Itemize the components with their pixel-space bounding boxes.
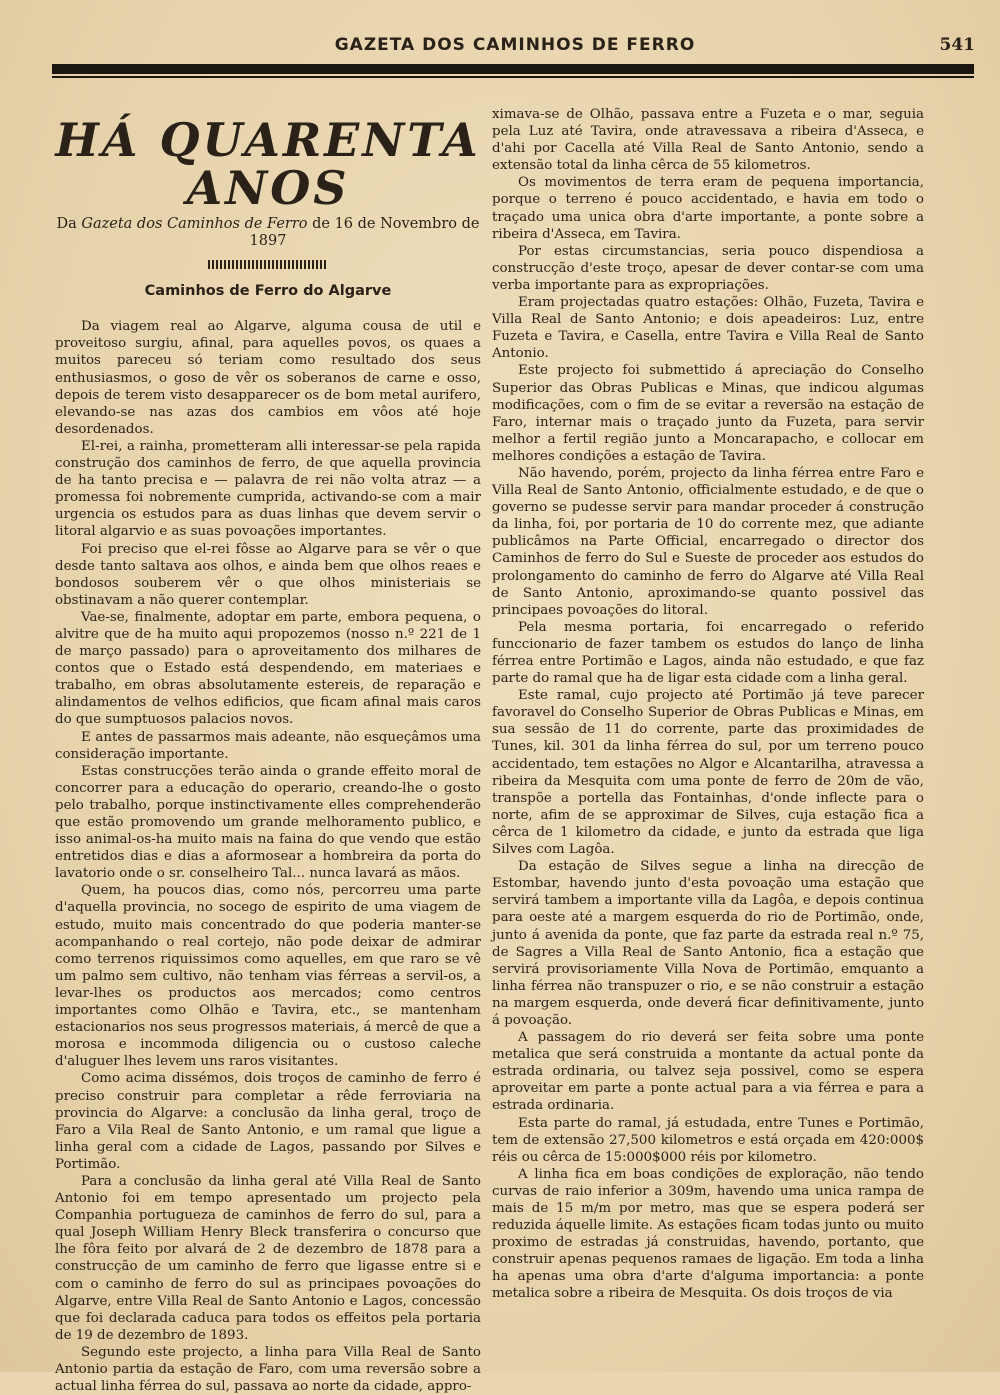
paragraph: Quem, ha poucos dias, como nós, percorreu uma parte d'aquella provincia, no socego de espirito de uma viagem de estudo, muito mais concentrado do que poderia manter-se acompanhando o real cortejo, não pode deixar de admirar como terrenos riquissimos como aquelles, em que raro se vê um palmo sem cultivo, não tenham vias férreas a servil-os, a levar-lhes os productos aos mercados; como centros importantes como Olhão e Tavira, etc., se mantenham estacionarios nos seus progressos materiais, á mercê de que a morosa e incommoda diligencia ou o custoso caleche d'aluguer lhes levem uns raros visitantes. <box>55 883 481 1070</box>
ornament-divider <box>208 260 328 269</box>
paragraph: Este ramal, cujo projecto até Portimão já teve parecer favoravel do Conselho Superior de Obras Publicas e Minas, em sua sessão de 11 do corrente, parte das proximidades de Tunes, kil. 301 da linha férrea do sul, por um terreno pouco accidentado, tem estações no Algor e Alcantarilha, atravessa a ribeira da Mesquita com uma ponte de ferro de 20m de vão, transpõe a portella das Fontainhas, d'onde inflecte para o norte, afim de se approximar de Silves, cuja estação fica a cêrca de 1 kilometro da cidade, e junto da estrada que liga Silves com Lagôa. <box>492 688 924 858</box>
paragraph: Segundo este projecto, a linha para Villa Real de Santo Antonio partia da estação de Faro, com uma reversão sobre a actual linha férrea do sul, passava ao norte da cidade, appro- <box>55 1344 481 1395</box>
paragraph: Por estas circumstancias, seria pouco dispendiosa a construcção d'este troço, apesar de dever contar-se com uma verba importante para as expropriações. <box>492 243 924 293</box>
paragraph: Estas construcções terão ainda o grande effeito moral de concorrer para a educação do operario, creando-lhe o gosto pelo trabalho, porque instinctivamente elles comprehenderão que estão promovendo um grande melhoramento publico, e isso animal-os-ha muito mais na faina do que vendo que estão entretidos dias e dias a aformosear a hombreira da porta do lavatorio onde o sr. conselheiro Tal... nunca lavará as mãos. <box>55 763 481 882</box>
subtitle-date: de 16 de Novembro de 1897 <box>249 216 480 250</box>
page-header <box>55 33 975 63</box>
page-number: 541 <box>939 35 975 55</box>
subtitle-publication: Gazeta dos Caminhos de Ferro <box>81 216 308 232</box>
paragraph: Vae-se, finalmente, adoptar em parte, embora pequena, o alvitre que de ha muito aqui propozemos (nosso n.º 221 de 1 de março passado) para o aproveitamento dos milhares de contos que o Estado está despendendo, em materiaes e trabalho, em obras absolutamente estereis, de reparação e alindamentos de velhos edificios, que ficam afinal mais caros do que sumptuosos palacios novos. <box>55 609 481 728</box>
paragraph: Foi preciso que el-rei fôsse ao Algarve para se vêr o que desde tanto saltava aos olhos, e ainda bem que olhos reaes e bondosos souberem vêr o que olhos ministeriais se obstinavam a não querer contemplar. <box>55 541 481 608</box>
paragraph: Pela mesma portaria, foi encarregado o referido funccionario de fazer tambem os estudos do lanço de linha férrea entre Portimão e Lagos, ainda não estudado, e que faz parte do ramal que ha de ligar esta cidade com a linha geral. <box>492 619 924 687</box>
paragraph: E antes de passarmos mais adeante, não esqueçâmos uma consideração importante. <box>55 729 481 762</box>
paragraph: Os movimentos de terra eram de pequena importancia, porque o terreno é pouco accidentado, e havia em todo o traçado uma unica obra d'arte importante, a ponte sobre a ribeira d'Asseca, em Tavira. <box>492 175 924 242</box>
paragraph: Esta parte do ramal, já estudada, entre Tunes e Portimão, tem de extensão 27,500 kilometros e está orçada em 420:000$ réis ou cêrca de 15:000$000 réis por kilometro. <box>492 1115 924 1165</box>
paragraph: El-rei, a rainha, prometteram alli interessar-se pela rapida construção dos caminhos de ferro, de que aquella provincia de ha tanto precisa e — palavra de rei não volta atraz — a promessa foi nobremente cumprida, activando-se com a mair urgencia os estudos para as duas linhas que devem servir o litoral algarvio e as suas povoações importantes. <box>55 438 481 540</box>
right-column <box>492 106 924 1303</box>
paragraph: Não havendo, porém, projecto da linha férrea entre Faro e Villa Real de Santo Antonio, officialmente estudado, e de que o governo se pudesse servir para mandar proceder á construção da linha, foi, por portaria de 10 do corrente mez, que adiante publicâmos na Parte Official, encarregado o director dos Caminhos de ferro do Sul e Sueste de proceder aos estudos do prolongamento do caminho de ferro do Algarve até Villa Real de Santo Antonio, aproximando-se quanto possivel das principaes povoações do litoral. <box>492 465 924 618</box>
left-column <box>55 113 481 1395</box>
paragraph: Da viagem real ao Algarve, alguma cousa de util e proveitoso surgiu, afinal, para aquelles povos, os quaes a muitos pareceu só teriam como resultado dos seus enthusiasmos, o goso de vêr os soberanos de carne e osso, depois de terem visto desapparecer os de bom metal aurifero, elevando-se nas azas dos cambios em vôos até hoje desordenados. <box>55 319 481 437</box>
paragraph: Eram projectadas quatro estações: Olhão, Fuzeta, Tavira e Villa Real de Santo Antonio; e dois apeadeiros: Luz, entre Fuzeta e Tavira, e Casella, entre Tavira e Villa Real de Santo Antonio. <box>492 295 924 362</box>
paragraph: Da estação de Silves segue a linha na direcção de Estombar, havendo junto d'esta povoação uma estação que servirá tambem a importante villa da Lagôa, e depois continua para oeste até a margem esquerda do rio de Portimão, onde, junto á avenida da ponte, que faz parte da estrada real n.º 75, de Sagres a Villa Real de Santo Antonio, fica a estação que servirá provisoriamente Villa Nova de Portimão, emquanto a linha férrea não transpuzer o rio, e se não construir a estação na margem esquerda, onde deverá ficar definitivamente, junto á povoação. <box>492 859 924 1028</box>
publication-title: GAZETA DOS CAMINHOS DE FERRO <box>334 35 696 55</box>
paragraph: Para a conclusão da linha geral até Villa Real de Santo Antonio foi em tempo apresentado um projecto pela Companhia portugueza de caminhos de ferro do sul, para a qual Joseph William Henry Bleck transferira o concurso que lhe fôra feito por alvará de 2 de dezembro de 1878 para a construcção de um caminho de ferro que ligasse entre si e com o caminho de ferro do sul as principaes povoações do Algarve, entre Villa Real de Santo Antonio e Lagos, concessão que foi declarada caduca para todos os effeitos pela portaria de 19 de dezembro de 1893. <box>55 1173 481 1343</box>
paragraph: Este projecto foi submettido á apreciação do Conselho Superior das Obras Publicas e Minas, que indicou algumas modificações, com o fim de se evitar a reversão na estação de Faro, internar mais o traçado junto da Fuzeta, para servir melhor a fertil região junto a Moncarapacho, e collocar em melhores condições a estação de Tavira. <box>492 363 924 464</box>
paragraph: A linha fica em boas condições de exploração, não tendo curvas de raio inferior a 309m, havendo uma unica rampa de mais de 15 m/m por metro, mas que se espera poderá ser reduzida áquelle limite. As estações ficam todas junto ou muito proximo de estradas já construidas, havendo, portanto, que construir apenas pequenos ramaes de ligação. Em toda a linha ha apenas uma obra d'arte d'alguma importancia: a ponte metalica sobre a ribeira de Mesquita. Os dois troços de via <box>492 1166 924 1302</box>
section-title: HÁ QUARENTA ANOS <box>55 113 481 215</box>
header-rule-thin <box>52 76 974 78</box>
paragraph: A passagem do rio deverá ser feita sobre uma ponte metalica que será construida a montante da actual ponte da estrada ordinaria, ou talvez seja possivel, como se espera aproveitar em parte a ponte actual para a via férrea e para a estrada ordinaria. <box>492 1030 924 1114</box>
header-rule-thick <box>52 64 974 74</box>
section-subtitle <box>55 216 481 250</box>
paragraph: ximava-se de Olhão, passava entre a Fuzeta e o mar, seguia pela Luz até Tavira, onde atravessava a ribeira d'Asseca, e d'ahi por Cacella até Villa Real de Santo Antonio, sendo a extensão total da linha cêrca de 55 kilometros. <box>492 107 924 174</box>
subtitle-prefix: Da <box>56 216 82 232</box>
article-heading: Caminhos de Ferro do Algarve <box>144 283 392 300</box>
paragraph: Como acima dissémos, dois troços de caminho de ferro é preciso construir para completar a rêde ferroviaria na provincia do Algarve: a conclusão da linha geral, troço de Faro a Vila Real de Santo Antonio, e um ramal que ligue a linha geral com a cidade de Lagos, passando por Silves e Portimão. <box>55 1071 481 1172</box>
